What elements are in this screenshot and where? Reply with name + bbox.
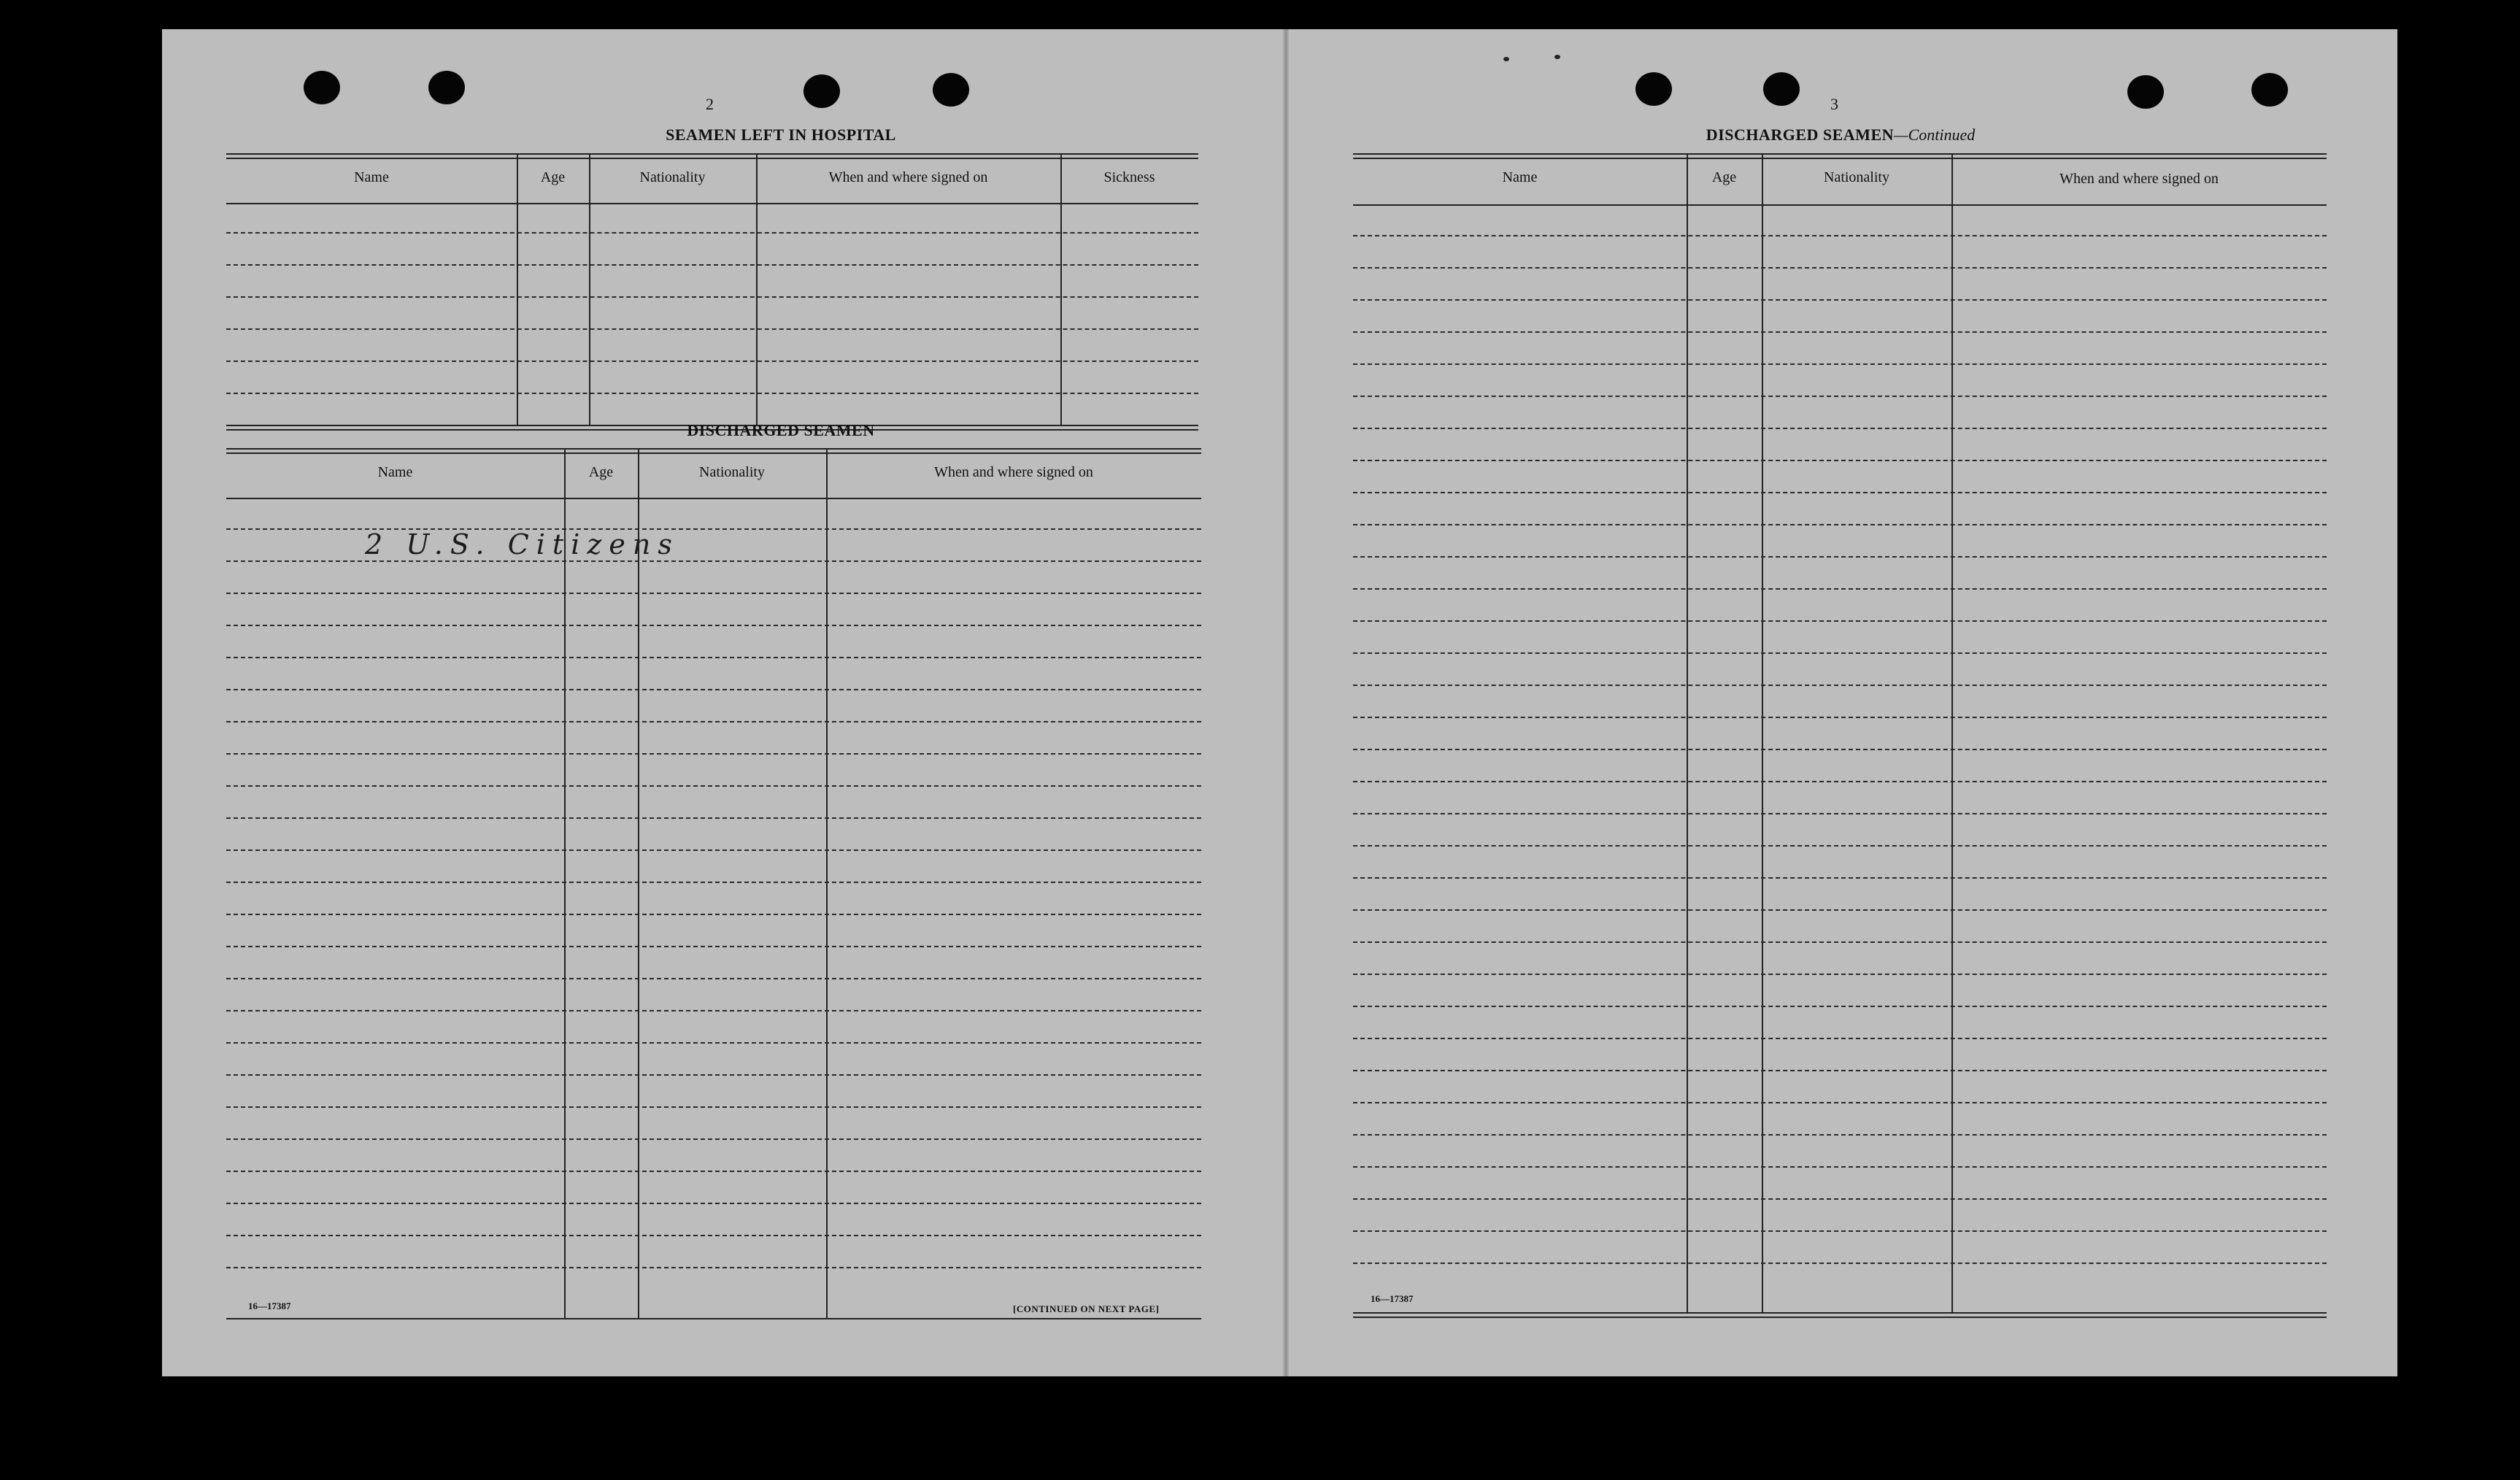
discharged-section-title: DISCHARGED SEAMEN (687, 421, 875, 439)
page-fold (1283, 29, 1289, 1376)
form-number: 16—17387 (248, 1300, 291, 1311)
document-sheet (162, 29, 2397, 1376)
column-header-nationality: Nationality (1824, 169, 1889, 185)
handwritten-entry: 2 U.S. Citizens (365, 528, 679, 560)
punch-hole (304, 71, 340, 104)
page-number-right: 3 (1830, 95, 1838, 113)
column-header-signed-on: When and where signed on (934, 464, 1093, 480)
column-header-signed-on: When and where signed on (828, 169, 988, 185)
discharged-continued-table (1353, 153, 2327, 1321)
discharged-table (226, 448, 1201, 1324)
page-number-left: 2 (706, 95, 714, 113)
punch-hole (428, 71, 465, 104)
discharged-continued-title-main: DISCHARGED SEAMEN (1706, 126, 1895, 144)
punch-hole (1763, 72, 1800, 106)
column-header-age: Age (588, 464, 614, 480)
column-header-name: Name (1502, 169, 1538, 185)
punch-hole (2127, 75, 2164, 109)
hospital-table (226, 153, 1198, 432)
column-header-age: Age (540, 169, 566, 185)
column-header-sickness: Sickness (1103, 169, 1155, 185)
column-header-name: Name (354, 169, 389, 185)
form-number: 16—17387 (1371, 1293, 1414, 1304)
column-header-age: Age (1711, 169, 1737, 185)
punch-hole (2251, 73, 2288, 107)
column-header-name: Name (377, 464, 413, 480)
punch-hole (1635, 72, 1672, 106)
continued-suffix: —Continued (1894, 126, 1976, 144)
discharged-continued-title (1352, 126, 2330, 144)
column-header-nationality: Nationality (699, 464, 765, 480)
ink-mark (1554, 55, 1560, 59)
punch-hole (933, 73, 969, 107)
ink-mark (1503, 57, 1509, 61)
column-header-signed-on: When and where signed on (2059, 171, 2219, 187)
continued-note: [CONTINUED ON NEXT PAGE] (1013, 1303, 1160, 1314)
punch-hole (804, 74, 840, 108)
hospital-section-title: SEAMEN LEFT IN HOSPITAL (666, 126, 896, 144)
column-header-nationality: Nationality (639, 169, 706, 185)
